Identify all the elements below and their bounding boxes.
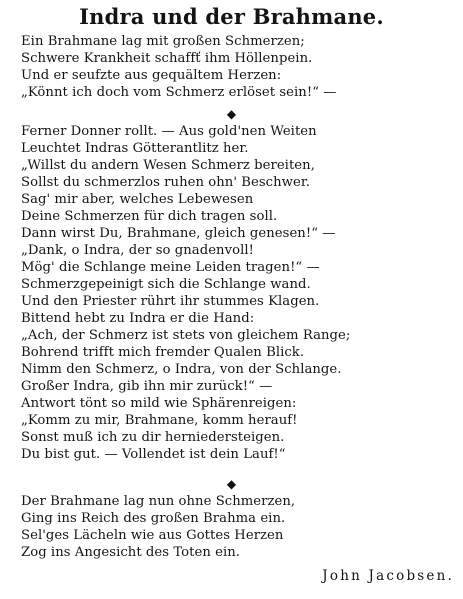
poem-line: Schwere Krankheit schaffť ihm Höllenpein.: [21, 51, 313, 66]
poem-line: Bittend hebt zu Indra er die Hand:: [21, 311, 255, 326]
stanza-divider-icon: ◆: [226, 477, 237, 491]
poem-line: Nimm den Schmerz, o Indra, von der Schlange.: [21, 362, 342, 377]
stanza-divider-icon: ◆: [226, 107, 237, 121]
stanza-3: [21, 493, 461, 561]
poem-line: Sel'ges Lächeln wie aus Gottes Herzen: [21, 528, 284, 543]
poem-line: Dann wirst Du, Brahmane, gleich genesen!“ —: [21, 226, 336, 241]
poem-title: Indra und der Brahmane.: [79, 4, 384, 29]
poem-line: Leuchtet Indras Götterantlitz her.: [21, 141, 249, 156]
poem-line: Ferner Donner rollt. — Aus gold'nen Weiten: [21, 124, 317, 139]
poem-line: Großer Indra, gib ihn mir zurück!“ —: [21, 379, 273, 394]
poem-line: „Ach, der Schmerz ist stets von gleichem Range;: [21, 328, 351, 343]
poem-line: Schmerzgepeinigt sich die Schlange wand.: [21, 277, 311, 292]
poem-line: „Willst du andern Wesen Schmerz bereiten,: [21, 158, 315, 173]
poem-line: Ging ins Reich des großen Brahma ein.: [21, 511, 286, 526]
poem-line: Bohrend trifft mich fremder Qualen Blick.: [21, 345, 305, 360]
poem-line: Der Brahmane lag nun ohne Schmerzen,: [21, 494, 296, 509]
poem-line: Zog ins Angesicht des Toten ein.: [21, 545, 241, 560]
author-signature: John Jacobsen.: [322, 568, 454, 584]
poem-line: Und er seufzte aus gequältem Herzen:: [21, 68, 282, 83]
stanza-2: [21, 123, 461, 463]
poem-line: Deine Schmerzen für dich tragen soll.: [21, 209, 278, 224]
poem-line: „Könnt ich doch vom Schmerz erlöset sein!“ —: [21, 85, 337, 100]
poem-line: Mög' die Schlange meine Leiden tragen!“ —: [21, 260, 320, 275]
poem-line: Sollst du schmerzlos ruhen ohn' Beschwer.: [21, 175, 310, 190]
poem-line: Ein Brahmane lag mit großen Schmerzen;: [21, 34, 305, 49]
poem-line: „Komm zu mir, Brahmane, komm herauf!: [21, 413, 298, 428]
poem-line: Du bist gut. — Vollendet ist dein Lauf!“: [21, 447, 286, 462]
poem-line: Und den Priester rührt ihr stummes Klagen.: [21, 294, 320, 309]
poem-line: Antwort tönt so mild wie Sphärenreigen:: [21, 396, 297, 411]
poem-line: Sag' mir aber, welches Lebewesen: [21, 192, 254, 207]
stanza-1: [21, 33, 461, 101]
poem-line: Sonst muß ich zu dir herniedersteigen.: [21, 430, 285, 445]
poem-line: „Dank, o Indra, der so gnadenvoll!: [21, 243, 254, 258]
